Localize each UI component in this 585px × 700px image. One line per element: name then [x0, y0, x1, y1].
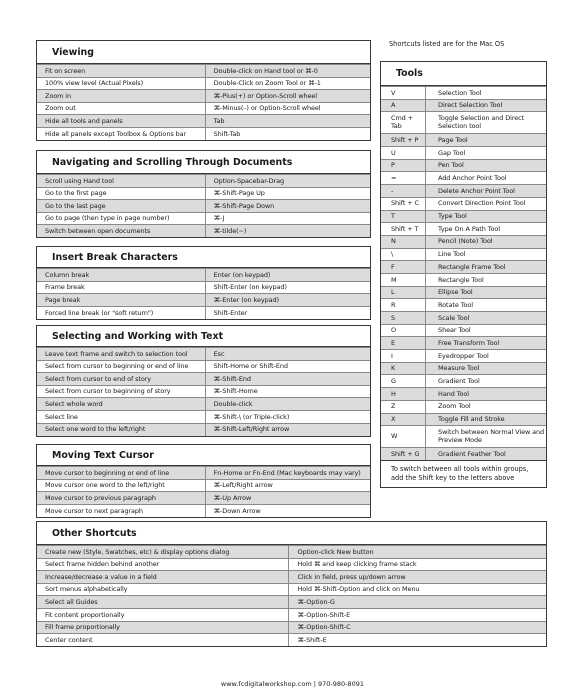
table-row: [37, 269, 370, 282]
row-label: Fit content proportionally: [37, 608, 289, 621]
table-row: [37, 546, 546, 559]
row-label: A: [381, 99, 426, 112]
row-shortcut: Shift-Home or Shift-End: [205, 360, 370, 373]
row-label: R: [381, 299, 426, 312]
row-shortcut: Rectangle Tool: [426, 273, 546, 286]
table-row: [37, 373, 370, 386]
row-label: Center content: [37, 634, 289, 647]
row-shortcut: Option-Spacebar-Drag: [205, 175, 370, 188]
row-label: S: [381, 312, 426, 325]
table-row: [37, 504, 370, 517]
row-shortcut: Ellipse Tool: [426, 286, 546, 299]
table-row: [37, 360, 370, 373]
table-row: [381, 223, 546, 236]
table-row: [381, 87, 546, 100]
row-shortcut: ⌘-Shift-End: [205, 373, 370, 386]
row-label: Sort menus alphabetically: [37, 583, 289, 596]
table-row: [381, 185, 546, 198]
table-row: [37, 294, 370, 307]
other-shortcuts-panel: [36, 521, 547, 647]
row-label: Increase/decrease a value in a field: [37, 571, 289, 584]
table-row: [381, 324, 546, 337]
row-shortcut: Free Transform Tool: [426, 337, 546, 350]
row-label: Go to the first page: [37, 187, 205, 200]
row-label: Zoom in: [37, 90, 205, 103]
table-row: [37, 306, 370, 319]
row-shortcut: Rectangle Frame Tool: [426, 261, 546, 274]
table-row: [37, 281, 370, 294]
row-label: Fill frame proportionally: [37, 621, 289, 634]
row-label: I: [381, 350, 426, 363]
row-shortcut: Click in field, press up/down arrow: [289, 571, 546, 584]
row-shortcut: Gradient Feather Tool: [426, 448, 546, 461]
table-row: [37, 127, 370, 140]
row-label: Select whole word: [37, 398, 205, 411]
row-label: Move cursor to beginning or end of line: [37, 467, 205, 480]
row-label: Select from cursor to beginning of story: [37, 385, 205, 398]
table-row: [381, 273, 546, 286]
table-row: [37, 492, 370, 505]
row-shortcut: Toggle Fill and Stroke: [426, 413, 546, 426]
table-row: [381, 197, 546, 210]
row-label: O: [381, 324, 426, 337]
table-row: [37, 467, 370, 480]
insert-break-table: [37, 268, 370, 319]
selecting-table: [37, 347, 370, 436]
row-label: T: [381, 210, 426, 223]
row-label: Leave text frame and switch to selection tool: [37, 348, 205, 361]
table-row: [37, 634, 546, 647]
row-label: L: [381, 286, 426, 299]
table-row: [37, 558, 546, 571]
row-label: F: [381, 261, 426, 274]
table-row: [37, 77, 370, 90]
row-shortcut: Selection Tool: [426, 87, 546, 100]
row-shortcut: Direct Selection Tool: [426, 99, 546, 112]
table-row: [381, 248, 546, 261]
row-shortcut: Type Tool: [426, 210, 546, 223]
row-shortcut: Page Tool: [426, 134, 546, 147]
table-row: [37, 621, 546, 634]
row-shortcut: Gradient Tool: [426, 375, 546, 388]
row-shortcut: Double-click: [205, 398, 370, 411]
tools-title: Tools: [381, 62, 546, 86]
row-label: Shift + G: [381, 448, 426, 461]
row-shortcut: Measure Tool: [426, 362, 546, 375]
navigating-panel: [36, 150, 371, 238]
row-label: Z: [381, 400, 426, 413]
table-row: [37, 571, 546, 584]
row-shortcut: ⌘-Minus(–) or Option-Scroll wheel: [205, 102, 370, 115]
row-shortcut: ⌘-J: [205, 212, 370, 225]
table-row: [381, 159, 546, 172]
mac-os-note: Shortcuts listed are for the Mac OS: [389, 40, 505, 48]
row-shortcut: Pencil (Note) Tool: [426, 235, 546, 248]
moving-title: Moving Text Cursor: [37, 445, 370, 466]
row-shortcut: Pen Tool: [426, 159, 546, 172]
table-row: [37, 583, 546, 596]
table-row: [37, 479, 370, 492]
row-shortcut: ⌘-Shift-\ (or Triple-click): [205, 410, 370, 423]
row-label: Shift + C: [381, 197, 426, 210]
table-row: [37, 212, 370, 225]
row-shortcut: ⌘-Option-Shift-C: [289, 621, 546, 634]
table-row: [381, 362, 546, 375]
row-label: Go to the last page: [37, 200, 205, 213]
row-label: Shift + P: [381, 134, 426, 147]
row-shortcut: Line Tool: [426, 248, 546, 261]
row-label: Select all Guides: [37, 596, 289, 609]
row-label: N: [381, 235, 426, 248]
row-shortcut: ⌘-Option-Shift-E: [289, 608, 546, 621]
row-shortcut: ⌘-tilde(~): [205, 225, 370, 238]
row-label: Fit on screen: [37, 65, 205, 78]
row-label: Select frame hidden behind another: [37, 558, 289, 571]
row-label: G: [381, 375, 426, 388]
row-shortcut: Type On A Path Tool: [426, 223, 546, 236]
row-shortcut: ⌘-Shift-Page Up: [205, 187, 370, 200]
table-row: [381, 99, 546, 112]
table-row: [37, 90, 370, 103]
row-label: =: [381, 172, 426, 185]
row-shortcut: Toggle Selection and Direct Selection tool: [426, 112, 546, 134]
row-shortcut: Esc: [205, 348, 370, 361]
table-row: [381, 375, 546, 388]
moving-panel: [36, 444, 371, 518]
table-row: [381, 312, 546, 325]
insert-break-title: Insert Break Characters: [37, 247, 370, 268]
row-label: E: [381, 337, 426, 350]
row-shortcut: ⌘-Up Arrow: [205, 492, 370, 505]
row-label: Page break: [37, 294, 205, 307]
table-row: [381, 286, 546, 299]
row-label: Select line: [37, 410, 205, 423]
row-shortcut: Rotate Tool: [426, 299, 546, 312]
row-shortcut: Shift-Enter: [205, 306, 370, 319]
navigating-title: Navigating and Scrolling Through Documents: [37, 151, 370, 174]
row-shortcut: ⌘-Shift-Left/Right arrow: [205, 423, 370, 436]
row-shortcut: ⌘-Option-G: [289, 596, 546, 609]
viewing-panel: [36, 40, 371, 141]
row-shortcut: ⌘-Shift-Home: [205, 385, 370, 398]
table-row: [381, 337, 546, 350]
row-shortcut: Double-Click on Zoom Tool or ⌘-1: [205, 77, 370, 90]
selecting-panel: [36, 325, 371, 437]
row-shortcut: Hold ⌘ and keep clicking frame stack: [289, 558, 546, 571]
table-row: [37, 115, 370, 128]
row-label: Move cursor one word to the left/right: [37, 479, 205, 492]
row-label: Hide all tools and panels: [37, 115, 205, 128]
row-shortcut: ⌘-Down Arrow: [205, 504, 370, 517]
table-row: [37, 348, 370, 361]
row-shortcut: Shift-Enter (on keypad): [205, 281, 370, 294]
table-row: [37, 398, 370, 411]
viewing-table: [37, 64, 370, 140]
row-shortcut: Scale Tool: [426, 312, 546, 325]
row-shortcut: Fn-Home or Fn-End (Mac keyboards may vary): [205, 467, 370, 480]
tools-table: [381, 86, 546, 460]
table-row: [381, 147, 546, 160]
navigating-table: [37, 174, 370, 237]
row-label: Forced line break (or "soft return"): [37, 306, 205, 319]
table-row: [37, 385, 370, 398]
moving-table: [37, 466, 370, 517]
row-label: V: [381, 87, 426, 100]
row-shortcut: ⌘-Enter (on keypad): [205, 294, 370, 307]
row-shortcut: Add Anchor Point Tool: [426, 172, 546, 185]
row-shortcut: ⌘-Shift-E: [289, 634, 546, 647]
table-row: [37, 608, 546, 621]
row-shortcut: Double-click on Hand tool or ⌘-0: [205, 65, 370, 78]
selecting-title: Selecting and Working with Text: [37, 326, 370, 347]
table-row: [37, 102, 370, 115]
table-row: [381, 448, 546, 461]
insert-break-panel: [36, 246, 371, 320]
table-row: [381, 413, 546, 426]
row-shortcut: Shear Tool: [426, 324, 546, 337]
row-shortcut: Hold ⌘-Shift-Option and click on Menu: [289, 583, 546, 596]
table-row: [37, 200, 370, 213]
row-label: Create new (Style, Swatches, etc) & display options dialog: [37, 546, 289, 559]
row-label: W: [381, 426, 426, 448]
table-row: [381, 350, 546, 363]
table-row: [37, 65, 370, 78]
row-shortcut: Shift-Tab: [205, 127, 370, 140]
row-label: H: [381, 388, 426, 401]
table-row: [37, 175, 370, 188]
viewing-title: Viewing: [37, 41, 370, 64]
row-label: U: [381, 147, 426, 160]
table-row: [37, 225, 370, 238]
table-row: [37, 410, 370, 423]
row-shortcut: ⌘-Left/Right arrow: [205, 479, 370, 492]
row-label: Move cursor to previous paragraph: [37, 492, 205, 505]
row-shortcut: Gap Tool: [426, 147, 546, 160]
row-label: 100% view level (Actual Pixels): [37, 77, 205, 90]
table-row: [37, 596, 546, 609]
row-label: K: [381, 362, 426, 375]
row-label: Switch between open documents: [37, 225, 205, 238]
table-row: [381, 134, 546, 147]
row-shortcut: Eyedropper Tool: [426, 350, 546, 363]
row-shortcut: Enter (on keypad): [205, 269, 370, 282]
table-row: [37, 187, 370, 200]
row-shortcut: ⌘-Plus(+) or Option-Scroll wheel: [205, 90, 370, 103]
row-label: Shift + T: [381, 223, 426, 236]
tools-panel: [380, 61, 547, 488]
row-shortcut: Convert Direction Point Tool: [426, 197, 546, 210]
row-label: \: [381, 248, 426, 261]
row-label: X: [381, 413, 426, 426]
row-label: M: [381, 273, 426, 286]
row-label: Move cursor to next paragraph: [37, 504, 205, 517]
row-label: Frame break: [37, 281, 205, 294]
table-row: [381, 388, 546, 401]
row-shortcut: Delete Anchor Point Tool: [426, 185, 546, 198]
row-label: Select from cursor to beginning or end of line: [37, 360, 205, 373]
table-row: [381, 400, 546, 413]
table-row: [381, 235, 546, 248]
table-row: [381, 172, 546, 185]
table-row: [381, 112, 546, 134]
row-label: Cmd + Tab: [381, 112, 426, 134]
row-label: Select from cursor to end of story: [37, 373, 205, 386]
row-label: Column break: [37, 269, 205, 282]
footer-contact: www.fcdigitalworkshop.com | 970-980-8091: [220, 680, 365, 688]
row-shortcut: Tab: [205, 115, 370, 128]
row-label: Hide all panels except Toolbox & Options bar: [37, 127, 205, 140]
table-row: [381, 426, 546, 448]
table-row: [37, 423, 370, 436]
row-label: Select one word to the left/right: [37, 423, 205, 436]
row-label: Scroll using Hand tool: [37, 175, 205, 188]
row-shortcut: Switch between Normal View and Preview Mode: [426, 426, 546, 448]
tools-note: To switch between all tools within groups, add the Shift key to the letters above: [381, 460, 546, 487]
row-label: P: [381, 159, 426, 172]
row-shortcut: Option-click New button: [289, 546, 546, 559]
table-row: [381, 210, 546, 223]
row-shortcut: Hand Tool: [426, 388, 546, 401]
table-row: [381, 299, 546, 312]
row-label: Zoom out: [37, 102, 205, 115]
row-shortcut: ⌘-Shift-Page Down: [205, 200, 370, 213]
row-label: -: [381, 185, 426, 198]
other-shortcuts-table: [37, 545, 546, 646]
row-shortcut: Zoom Tool: [426, 400, 546, 413]
row-label: Go to page (then type in page number): [37, 212, 205, 225]
table-row: [381, 261, 546, 274]
other-shortcuts-title: Other Shortcuts: [37, 522, 546, 545]
